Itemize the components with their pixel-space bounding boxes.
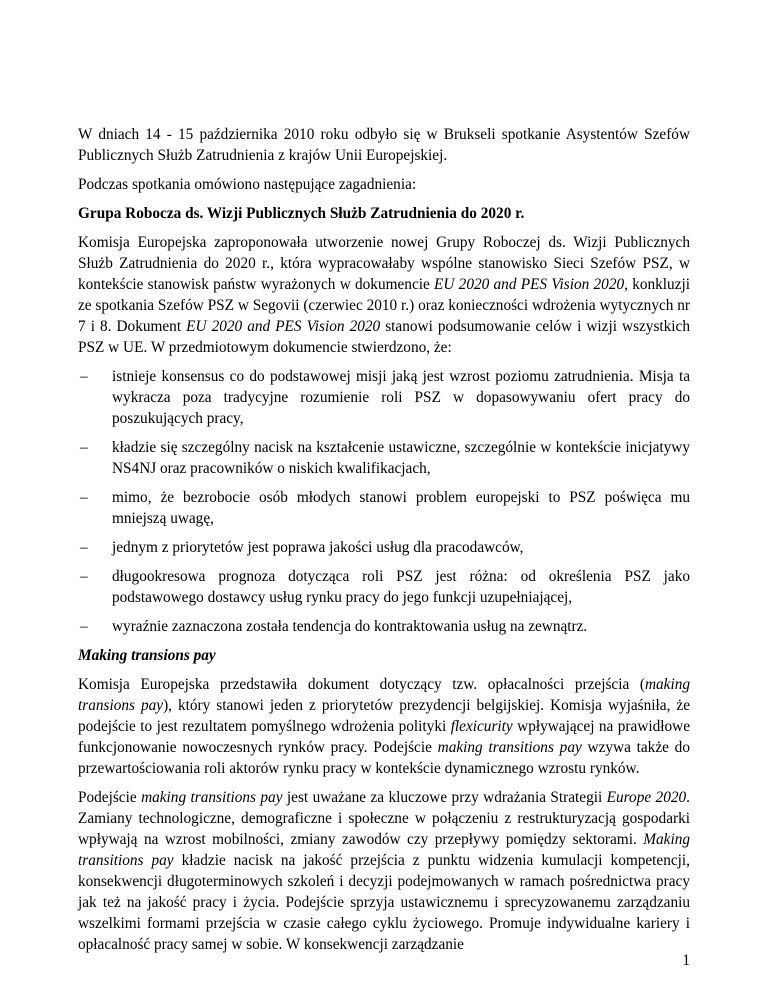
document-page	[78, 124, 690, 963]
list-item: – wyraźnie zaznaczona została tendencja do kontraktowania usług na zewnątrz.	[80, 618, 588, 635]
list-item: – istnieje konsensus co do podstawowej misji jaką jest wzrost poziomu zatrudnienia. Misja ta wykracza poza tradycyjne rozumienie roli PSZ w dopasowywaniu ofert pracy do poszukujących pracy,	[80, 368, 690, 427]
list-item: – mimo, że bezrobocie osób młodych stanowi problem europejski to PSZ poświęca mu mniejszą uwagę,	[80, 489, 690, 527]
working-group-paragraph: Komisja Europejska zaproponowała utworzenie nowej Grupy Roboczej ds. Wizji Publicznych Służb Zatrudnienia do 2020 r., która wypracowałaby wspólne stanowisko Sieci Szefów PSZ, w kontekście stanowisk państw wyrażonych w dokumencie EU 2020 and PES Vision 2020, konkluzji ze spotkania Szefów PSZ w Segovii (czerwiec 2010 r.) oraz konieczności wdrożenia wytycznych nr 7 i 8. Dokument EU 2020 and PES Vision 2020 stanowi podsumowanie celów i wizji wszystkich PSZ w UE. W przedmiotowym dokumencie stwierdzono, że:	[78, 234, 690, 356]
intro-paragraph: W dniach 14 - 15 października 2010 roku odbyło się w Brukseli spotkanie Asystentów Szefów Publicznych Służb Zatrudnienia z krajów Unii Europejskiej.	[78, 126, 690, 164]
list-item: – kładzie się szczególny nacisk na kształcenie ustawiczne, szczególnie w kontekście inicjatywy NS4NJ oraz pracowników o niskich kwalifikacjach,	[80, 439, 690, 477]
list-item: – jednym z priorytetów jest poprawa jakości usług dla pracodawców,	[80, 539, 524, 556]
intro-lead: Podczas spotkania omówiono następujące zagadnienia:	[78, 176, 417, 193]
section-heading-working-group: Grupa Robocza ds. Wizji Publicznych Służb Zatrudnienia do 2020 r.	[78, 205, 525, 222]
page-number: 1	[682, 952, 690, 969]
transitions-paragraph-1: Komisja Europejska przedstawiła dokument dotyczący tzw. opłacalności przejścia (making transions pay), który stanowi jeden z priorytetów prezydencji belgijskiej. Komisja wyjaśniła, że podejście to jest rezultatem pomyślnego wdrożenia polityki flexicurity wpływającej na prawidłowe funkcjonowanie nowoczesnych rynków pracy. Podejście making transitions pay wzywa także do przewartościowania roli aktorów rynku pracy w kontekście dynamicznego wzrostu rynków.	[78, 676, 690, 777]
findings-list	[78, 366, 690, 637]
section-heading-transitions: Making transions pay	[78, 647, 216, 664]
transitions-paragraph-2: Podejście making transitions pay jest uważane za kluczowe przy wdrażania Strategii Europe 2020. Zamiany technologiczne, demograficzne i społeczne w połączeniu z restrukturyzacją gospodarki wpływają na wzrost mobilności, zmiany zawodów czy przepływy pomiędzy sektorami. Making transitions pay kładzie nacisk na jakość przejścia z punktu widzenia kumulacji kompetencji, konsekwencji długoterminowych szkoleń i decyzji podejmowanych w ramach pośrednictwa pracy jak też na jakość pracy i życia. Podejście sprzyja ustawicznemu i sprecyzowanemu zarządzaniu wszelkimi formami przejścia w czasie całego cyklu życiowego. Promuje indywidualne kariery i opłacalność pracy samej w sobie. W konsekwencji zarządzanie	[78, 789, 690, 953]
list-item: – długookresowa prognoza dotycząca roli PSZ jest różna: od określenia PSZ jako podstawowego dostawcy usług rynku pracy do jego funkcji uzupełniającej,	[80, 568, 690, 606]
